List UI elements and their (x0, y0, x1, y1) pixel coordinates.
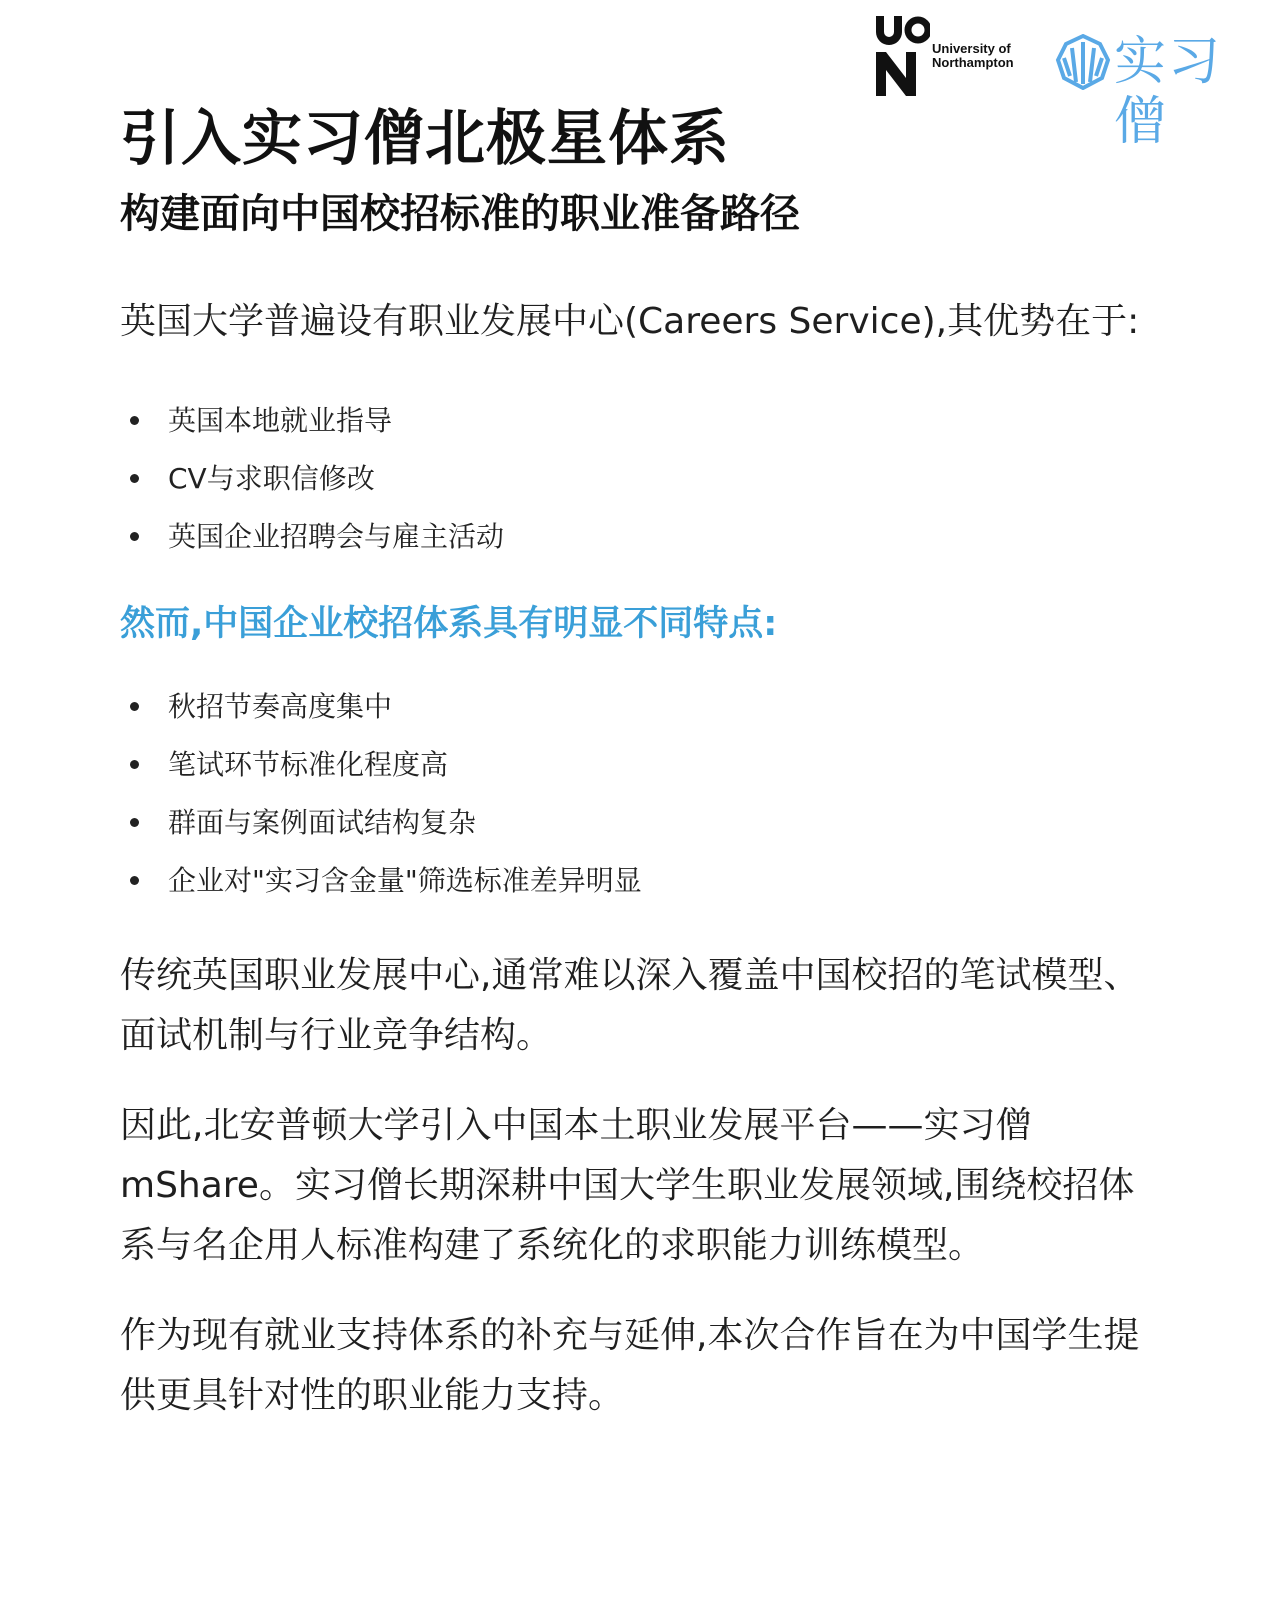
list-item (120, 450, 1150, 508)
traditional-paragraph: 传统英国职业发展中心,通常难以深入覆盖中国校招的笔试模型、面试机制与行业竞争结构。 (120, 955, 1140, 1056)
mshare-wordmark: 实习僧 (1114, 32, 1223, 152)
list-item (120, 736, 1150, 794)
uon-mark-icon (874, 12, 930, 98)
final-paragraph: 作为现有就业支持体系的补充与延伸,本次合作旨在为中国学生提供更具针对性的职业能力支持。 (120, 1315, 1140, 1416)
bullet-icon (130, 876, 139, 885)
page-subtitle: 构建面向中国校招标准的职业准备路径 (120, 191, 800, 237)
article (120, 100, 1150, 1426)
list-item (120, 852, 1150, 910)
bullet-icon (130, 474, 139, 483)
uon-wordmark (932, 42, 1014, 70)
mshare-emblem-icon (1054, 34, 1112, 90)
uon-line2: Northampton (932, 55, 1014, 70)
bullet-icon (130, 818, 139, 827)
list-item (120, 678, 1150, 736)
header-logos (874, 12, 1274, 152)
list-item-text: 笔试环节标准化程度高 (168, 748, 449, 781)
mshare-logo (1054, 32, 1274, 152)
intro-paragraph: 英国大学普遍设有职业发展中心(Careers Service),其优势在于: (120, 301, 1140, 342)
page-title: 引入实习僧北极星体系 (120, 104, 730, 174)
list-item-text: CV与求职信修改 (168, 462, 375, 495)
highlight-heading: 然而,中国企业校招体系具有明显不同特点: (120, 604, 778, 644)
uon-logo (874, 12, 1044, 102)
list-item-text: 群面与案例面试结构复杂 (168, 806, 477, 839)
bullet-icon (130, 416, 139, 425)
list-item (120, 508, 1150, 566)
uon-line1: University of (932, 41, 1011, 56)
list-item-text: 企业对"实习含金量"筛选标准差异明显 (168, 864, 642, 897)
therefore-paragraph: 因此,北安普顿大学引入中国本土职业发展平台——实习僧mShare。实习僧长期深耕中国大学生职业发展领域,围绕校招体系与名企用人标准构建了系统化的求职能力训练模型。 (120, 1105, 1135, 1266)
list-item-text: 秋招节奏高度集中 (168, 690, 393, 723)
list-item (120, 392, 1150, 450)
bullet-icon (130, 532, 139, 541)
bullet-icon (130, 702, 139, 711)
list-item (120, 794, 1150, 852)
bullet-icon (130, 760, 139, 769)
list-item-text: 英国企业招聘会与雇主活动 (168, 520, 505, 553)
advantages-list (120, 392, 1150, 566)
differences-list (120, 678, 1150, 910)
list-item-text: 英国本地就业指导 (168, 404, 393, 437)
